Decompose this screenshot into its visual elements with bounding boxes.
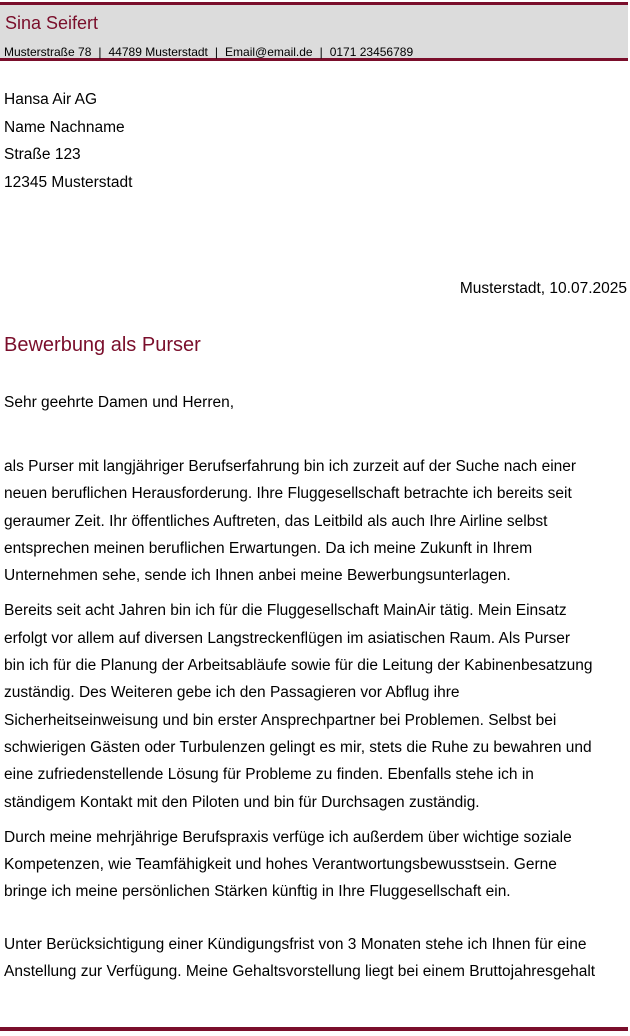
body-line: eine zufriedenstellende Lösung für Probleme zu finden. Ebenfalls stehe ich in (4, 766, 534, 784)
body-line: geraumer Zeit. Ihr öffentliches Auftreten, das Leitbild als auch Ihre Airline selbst (4, 512, 548, 530)
sender-name: Sina Seifert (5, 13, 99, 33)
salutation: Sehr geehrte Damen und Herren, (4, 394, 235, 411)
sender-city: 44789 Musterstadt (108, 45, 208, 59)
body-line: bringe ich meine persönlichen Stärken künftig in Ihre Fluggesellschaft ein. (4, 883, 511, 901)
body-line: ständigem Kontakt mit den Piloten und bin für Durchsagen zuständig. (4, 793, 480, 811)
body-paragraph-1 (4, 453, 628, 589)
body-line: Sicherheitseinweisung und bin erster Ansprechpartner bei Problemen. Selbst bei (4, 711, 557, 729)
recipient-contact: Name Nachname (4, 118, 125, 136)
body-paragraph-2 (4, 597, 628, 815)
letter-body (4, 453, 628, 993)
contact-separator: | (319, 45, 323, 59)
body-line: entsprechen meinen beruflichen Erwartungen. Da ich meine Zukunft in Ihrem (4, 539, 533, 557)
body-line: Unternehmen sehe, sende ich Ihnen anbei meine Bewerbungsunterlagen. (4, 567, 511, 585)
body-line: bin ich für die Planung der Arbeitsabläufe sowie für die Leitung der Kabinenbesatzung (4, 657, 593, 675)
body-line: neuen beruflichen Herausforderung. Ihre Fluggesellschaft betrachte ich bereits seit (4, 485, 572, 503)
letter-date: Musterstadt, 10.07.2025 (459, 280, 627, 297)
body-line: als Purser mit langjähriger Berufserfahrung bin ich zurzeit auf der Suche nach einer (4, 458, 577, 475)
letter-subject: Bewerbung als Purser (4, 334, 201, 356)
body-line: Kompetenzen, wie Teamfähigkeit und hohes Verantwortungsbewusstsein. Gerne (4, 856, 557, 874)
recipient-address (4, 86, 132, 196)
contact-separator: | (214, 45, 219, 59)
body-paragraph-4 (4, 931, 628, 986)
contact-separator: | (98, 45, 102, 59)
sender-phone: 0171 23456789 (329, 45, 414, 59)
body-line: Unter Berücksichtigung einer Kündigungsfrist von 3 Monaten stehe ich Ihnen für eine (4, 935, 587, 953)
body-line: Bereits seit acht Jahren bin ich für die Fluggesellschaft MainAir tätig. Mein Einsatz (4, 602, 567, 620)
body-line: Anstellung zur Verfügung. Meine Gehaltsvorstellung liegt bei einem Bruttojahresgehalt (4, 963, 596, 981)
footer-divider (0, 1027, 628, 1031)
recipient-street: Straße 123 (4, 146, 81, 163)
recipient-company: Hansa Air AG (4, 91, 98, 108)
sender-contact-line (4, 45, 413, 59)
body-line: zuständig. Des Weiteren gebe ich den Passagieren vor Abflug ihre (4, 684, 460, 702)
sender-email: Email@email.de (225, 45, 313, 59)
recipient-city: 12345 Musterstadt (4, 173, 133, 191)
body-line: schwierigen Gästen oder Turbulenzen gelingt es mir, stets die Ruhe zu bewahren und (4, 738, 592, 756)
body-line: erfolgt vor allem auf diversen Langstreckenflügen im asiatischen Raum. Als Purser (4, 629, 571, 647)
sender-street: Musterstraße 78 (4, 45, 92, 59)
letterhead (0, 2, 628, 61)
body-paragraph-3 (4, 824, 628, 906)
body-line: Durch meine mehrjährige Berufspraxis verfüge ich außerdem über wichtige soziale (4, 828, 572, 846)
